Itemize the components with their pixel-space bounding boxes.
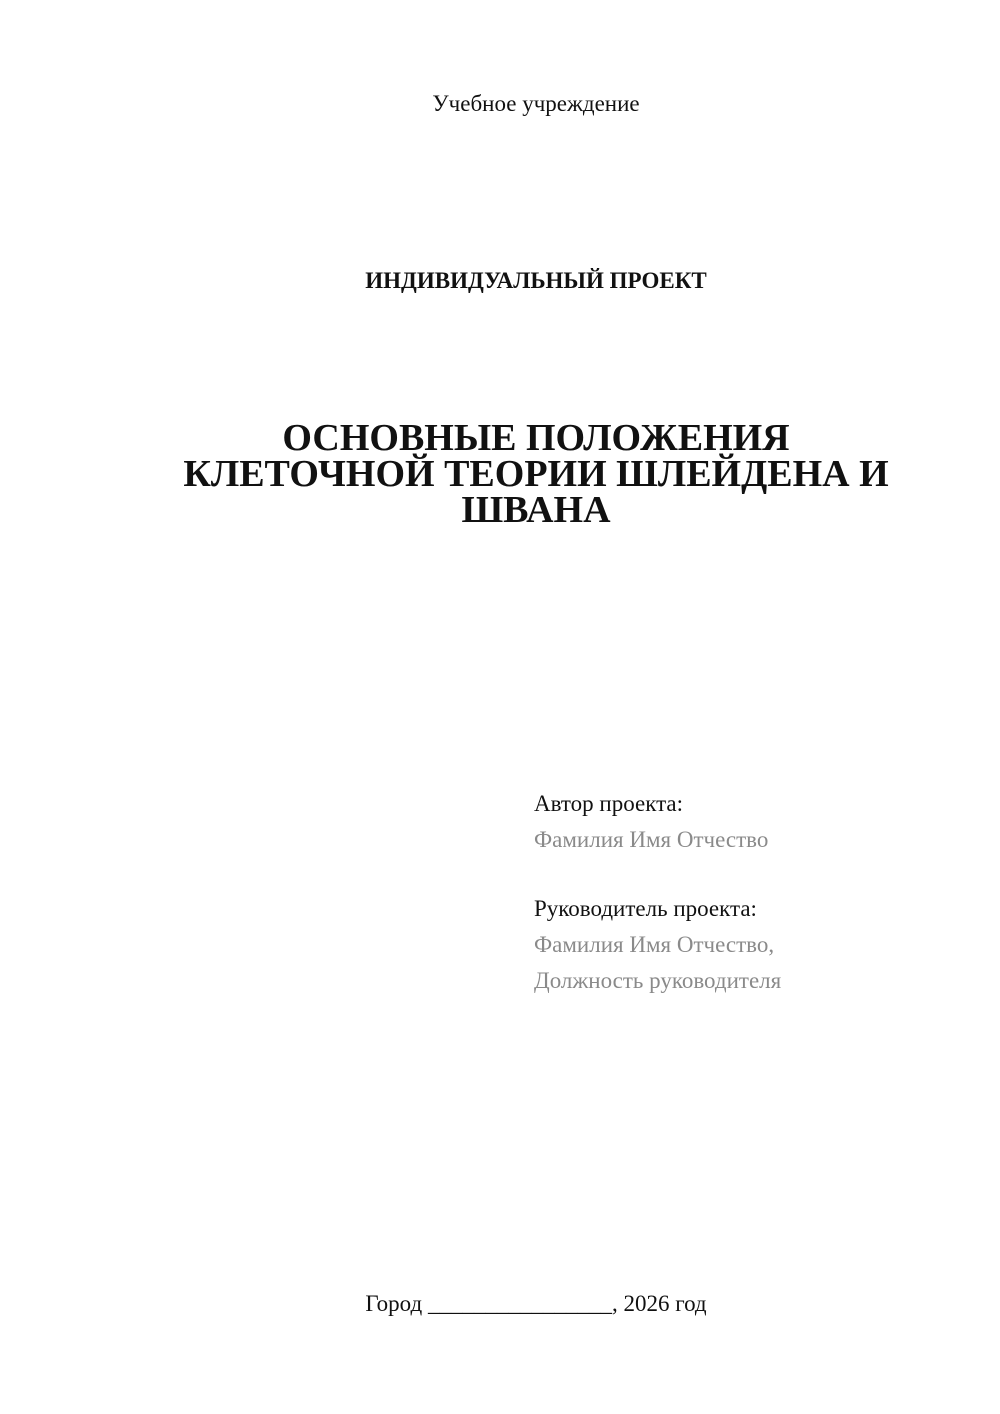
credits-spacer: [534, 858, 954, 891]
city-year-line: Город ________________, 2026 год: [365, 1291, 707, 1316]
supervisor-label: Руководитель проекта:: [534, 896, 757, 921]
title-line-2: КЛЕТОЧНОЙ ТЕОРИИ ШЛЕЙДЕНА И: [183, 453, 889, 495]
document-type: ИНДИВИДУАЛЬНЫЙ ПРОЕКТ: [365, 268, 707, 293]
title-line-1: ОСНОВНЫЕ ПОЛОЖЕНИЯ: [282, 417, 790, 459]
author-label: Автор проекта:: [534, 791, 683, 816]
institution-name: Учебное учреждение: [432, 91, 640, 116]
author-name: Фамилия Имя Отчество: [534, 827, 769, 852]
project-title: [170, 417, 902, 531]
supervisor-name: Фамилия Имя Отчество,: [534, 932, 775, 957]
supervisor-position: Должность руководителя: [534, 968, 782, 993]
credits-block: [534, 786, 954, 999]
title-line-3: ШВАНА: [461, 489, 611, 531]
